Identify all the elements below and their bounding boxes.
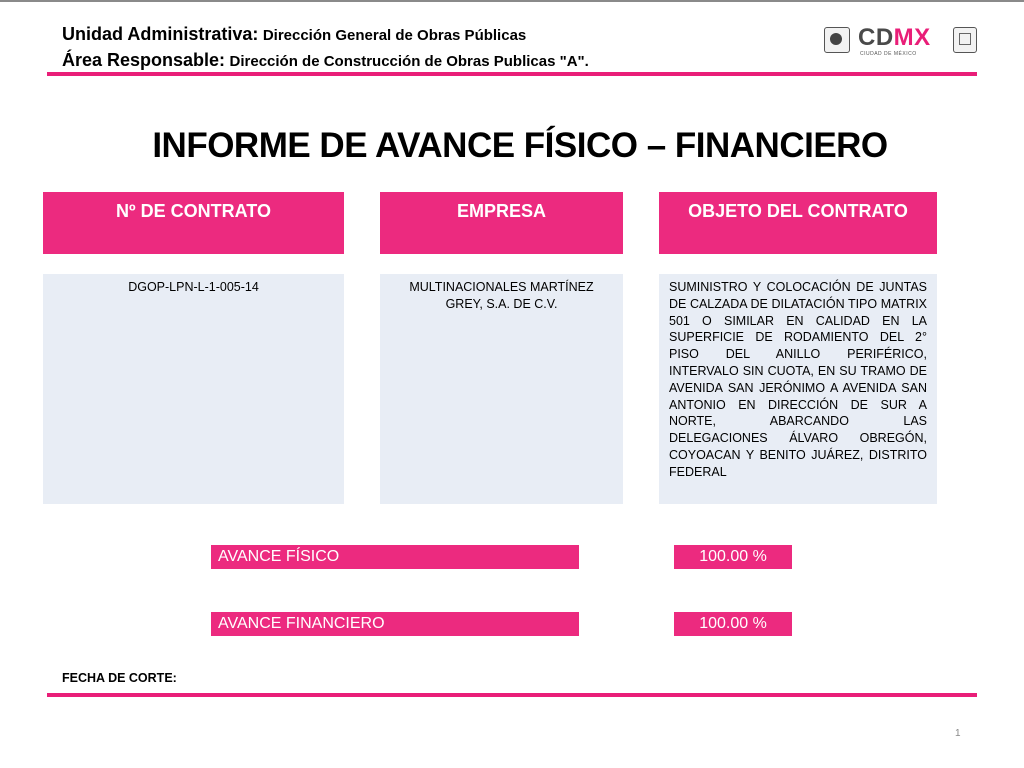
cdmx-logo-subtitle: CIUDAD DE MÉXICO: [860, 51, 917, 57]
header-empresa: EMPRESA: [380, 192, 623, 254]
fecha-corte-label: FECHA DE CORTE:: [62, 671, 177, 685]
unidad-value: Dirección General de Obras Públicas: [262, 27, 527, 44]
page-number: 1: [955, 728, 961, 739]
cdmx-logo: CDMX: [858, 24, 931, 51]
header-objeto-contrato: OBJETO DEL CONTRATO: [659, 192, 937, 254]
header-numero-contrato: Nº DE CONTRATO: [43, 192, 344, 254]
unidad-label: Unidad Administrativa:: [62, 24, 259, 44]
page-title: INFORME DE AVANCE FÍSICO – FINANCIERO: [152, 126, 888, 165]
empresa-value: MULTINACIONALES MARTÍNEZ GREY, S.A. DE C.V.: [380, 274, 623, 504]
avance-financiero-label: AVANCE FINANCIERO: [211, 612, 579, 636]
government-seal-icon: [824, 27, 850, 53]
avance-financiero-value: 100.00 %: [674, 612, 792, 636]
area-value: Dirección de Construcción de Obras Publicas "A".: [229, 53, 589, 70]
unidad-administrativa-line: [62, 24, 526, 45]
header-divider: [47, 72, 977, 76]
objeto-value: SUMINISTRO Y COLOCACIÓN DE JUNTAS DE CALZADA DE DILATACIÓN TIPO MATRIX 501 O SIMILAR EN CALIDAD EN LA SUPERFICIE DE RODAMIENTO DEL 2° PISO DEL ANILLO PERIFÉRICO, INTERVALO SIN CUOTA, EN SU TRAMO DE AVENIDA SAN JERÓNIMO A AVENIDA SAN ANTONIO EN DIRECCIÓN DE SUR A NORTE, ABARCANDO LAS DELEGACIONES ÁLVARO OBREGÓN, COYOACAN Y BENITO JUÁREZ, DISTRITO FEDERAL: [659, 274, 937, 504]
area-label: Área Responsable:: [62, 50, 226, 70]
avance-fisico-label: AVANCE FÍSICO: [211, 545, 579, 569]
contrato-value: DGOP-LPN-L-1-005-14: [43, 274, 344, 504]
agency-emblem-icon: [953, 27, 977, 53]
footer-divider: [47, 693, 977, 697]
area-responsable-line: [62, 50, 589, 71]
header-logos: [820, 24, 980, 58]
top-divider: [0, 0, 1024, 2]
avance-fisico-value: 100.00 %: [674, 545, 792, 569]
